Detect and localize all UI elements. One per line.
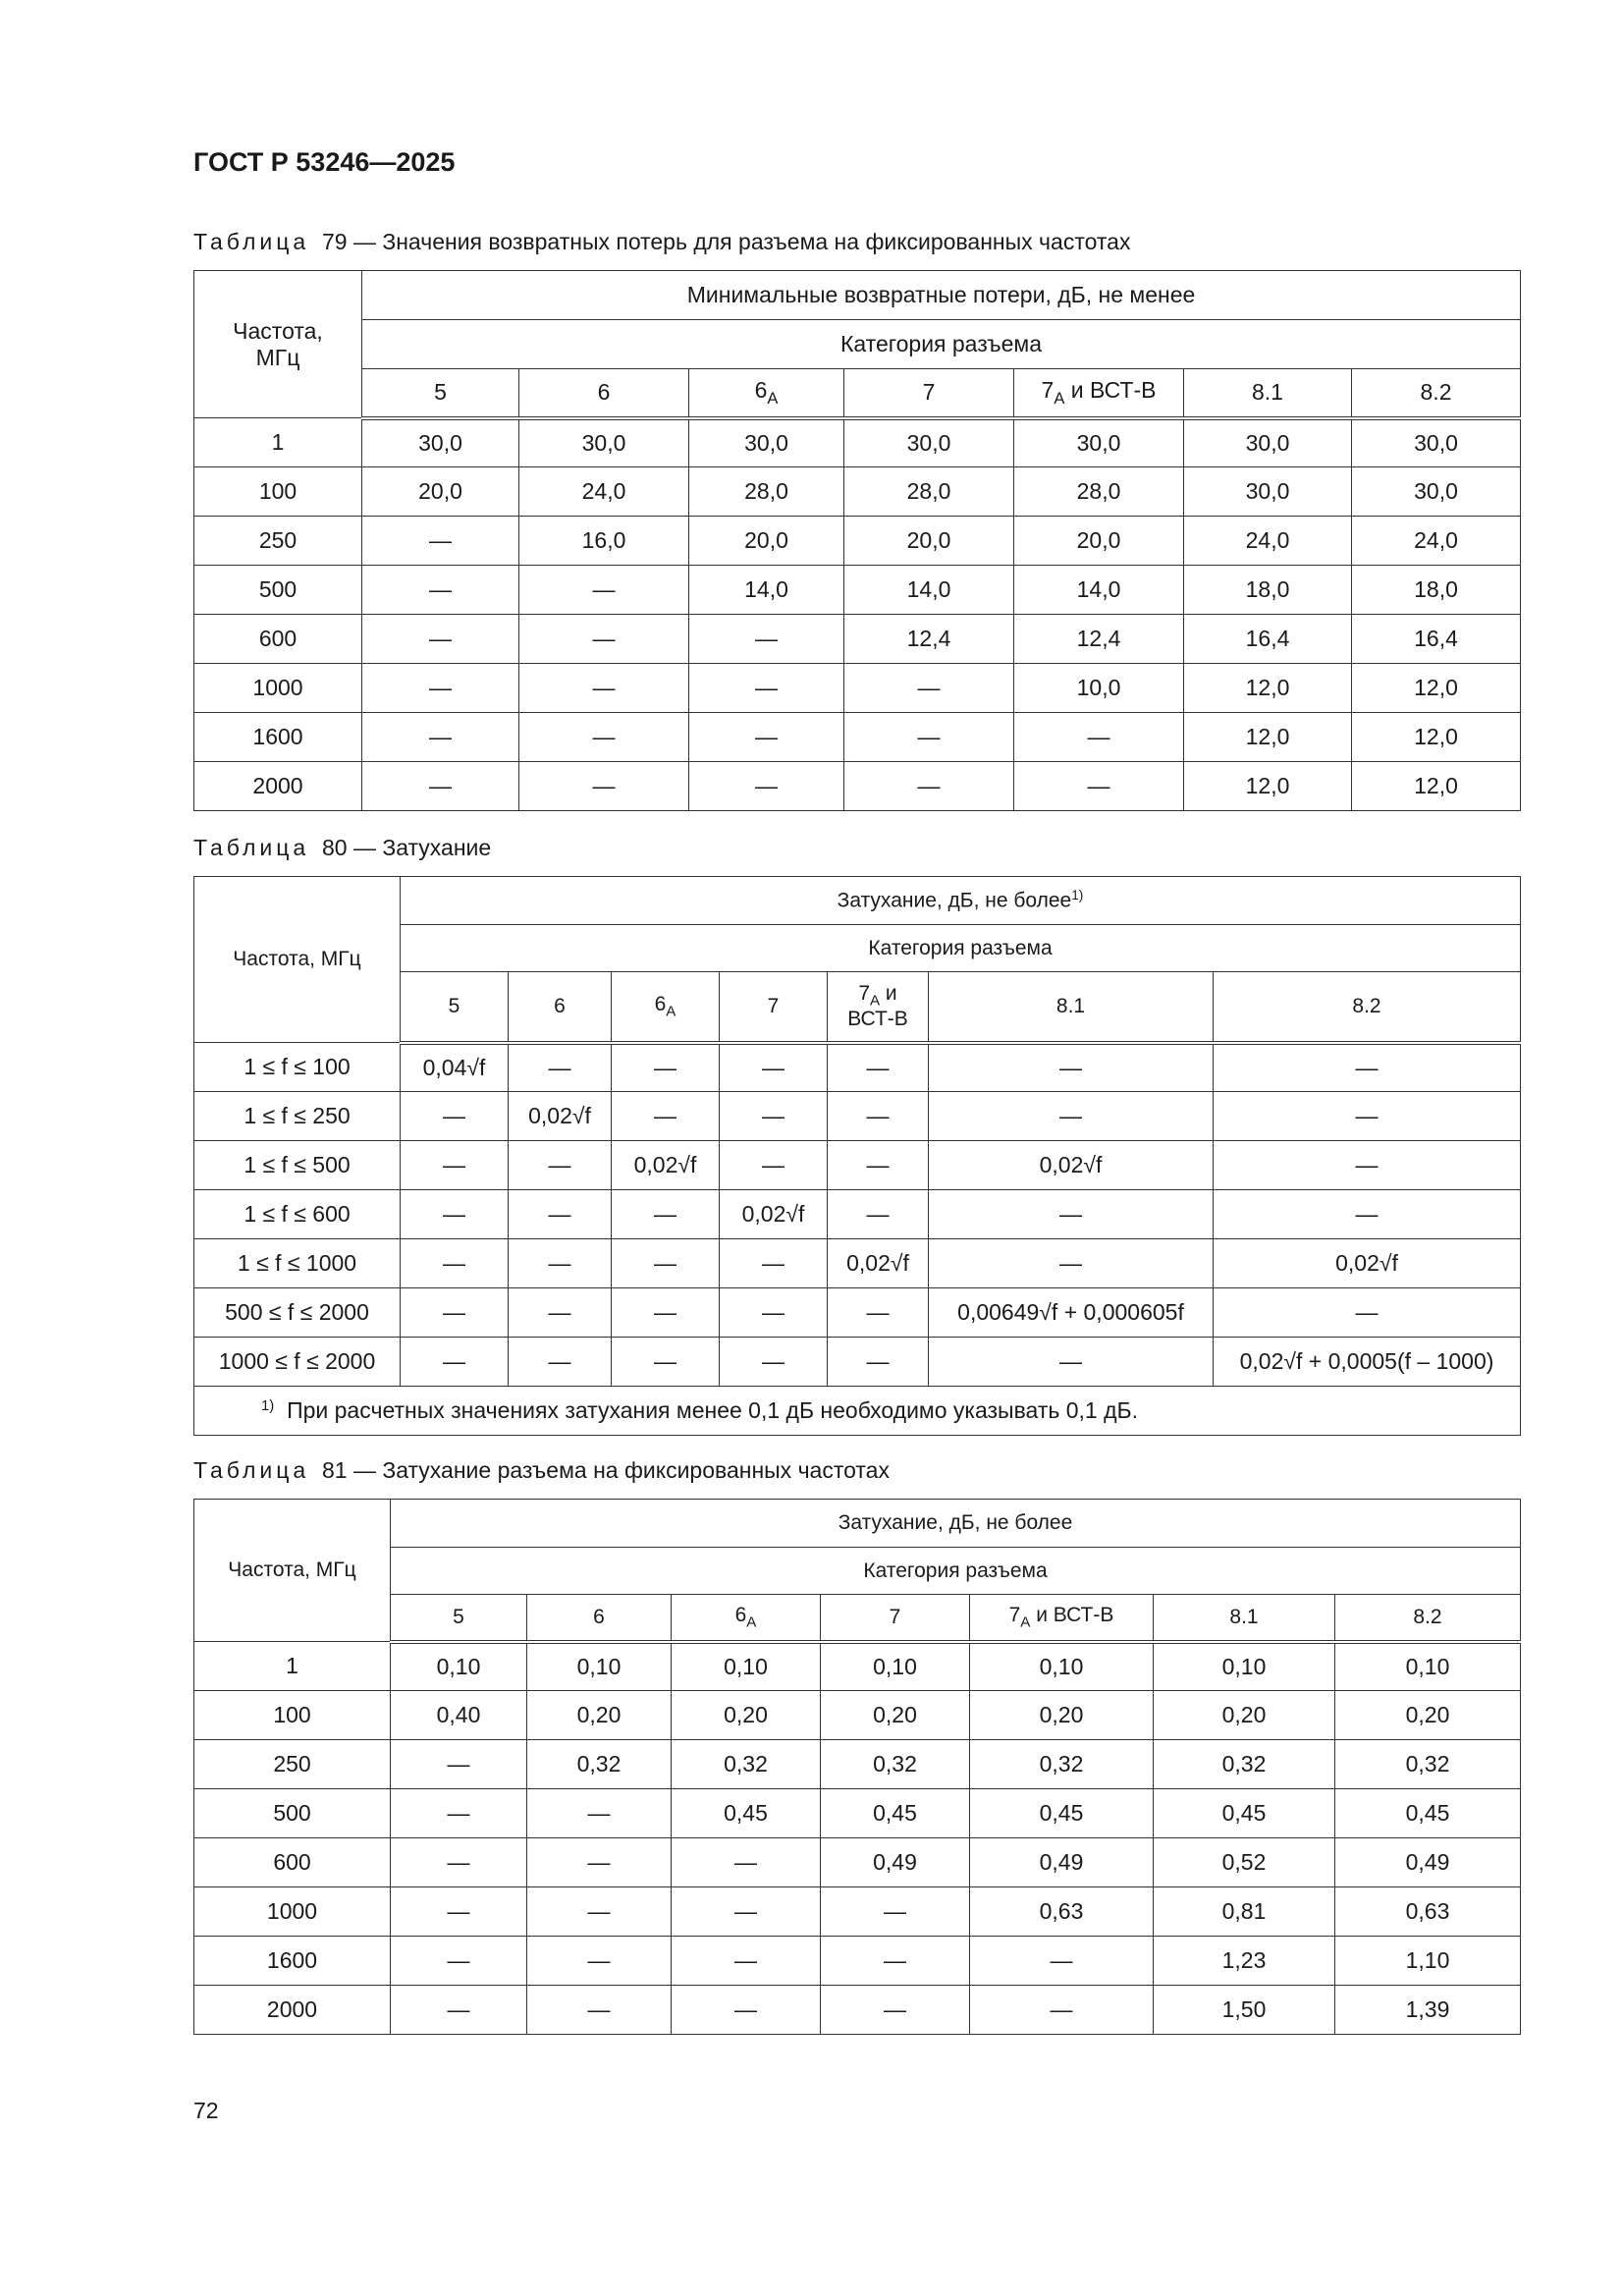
cell: 0,45 xyxy=(821,1789,970,1838)
caption-word: Таблица xyxy=(193,835,310,860)
cell: — xyxy=(401,1190,509,1239)
cell: 0,10 xyxy=(527,1642,672,1691)
cell: — xyxy=(612,1338,720,1387)
cell: — xyxy=(689,762,844,811)
cell: 2000 xyxy=(194,762,362,811)
cell: — xyxy=(509,1338,612,1387)
group-header: Затухание, дБ, не более$^{1)}$ xyxy=(401,877,1521,925)
table-row xyxy=(194,762,1521,811)
cell: 0,10 xyxy=(821,1642,970,1691)
category-8-2: 8.2 xyxy=(1352,369,1521,418)
caption-text: 79 — Значения возвратных потерь для разъема на фиксированных частотах xyxy=(321,229,1131,254)
table-row xyxy=(194,1141,1521,1190)
cell: — xyxy=(720,1141,828,1190)
cell: 0,02√f xyxy=(828,1239,929,1288)
cell: 0,20 xyxy=(1154,1691,1335,1740)
cell: — xyxy=(362,762,519,811)
cell: — xyxy=(672,1838,821,1887)
table-row xyxy=(194,1937,1521,1986)
cell: 12,0 xyxy=(1184,713,1352,762)
category-7: 7 xyxy=(821,1595,970,1642)
cell: — xyxy=(828,1043,929,1092)
cell: 600 xyxy=(194,615,362,664)
cell: — xyxy=(612,1092,720,1141)
cell: 600 xyxy=(194,1838,391,1887)
cell: 14,0 xyxy=(844,566,1014,615)
cell: 10,0 xyxy=(1014,664,1184,713)
cell: 1 ≤ f ≤ 250 xyxy=(194,1092,401,1141)
cell: — xyxy=(929,1092,1214,1141)
cell: 100 xyxy=(194,467,362,517)
cell: 0,20 xyxy=(821,1691,970,1740)
caption-text: 81 — Затухание разъема на фиксированных частотах xyxy=(321,1457,890,1483)
cell: — xyxy=(720,1338,828,1387)
cell: — xyxy=(362,517,519,566)
table-row xyxy=(194,713,1521,762)
table-row xyxy=(194,1887,1521,1937)
cell: — xyxy=(970,1986,1154,2035)
table-footnote-row xyxy=(194,1387,1521,1436)
table-row xyxy=(194,1789,1521,1838)
cell: — xyxy=(391,1838,527,1887)
table-row xyxy=(194,1338,1521,1387)
cell: 0,81 xyxy=(1154,1887,1335,1937)
cell: 0,45 xyxy=(970,1789,1154,1838)
cell: — xyxy=(401,1338,509,1387)
cell: 1000 xyxy=(194,664,362,713)
cell: 0,32 xyxy=(527,1740,672,1789)
cell: — xyxy=(509,1239,612,1288)
cell: 0,49 xyxy=(821,1838,970,1887)
cell: 20,0 xyxy=(844,517,1014,566)
cell: 100 xyxy=(194,1691,391,1740)
freq-header: Частота, МГц xyxy=(194,1500,391,1642)
cell: 0,10 xyxy=(970,1642,1154,1691)
cell: 16,0 xyxy=(519,517,689,566)
table-row xyxy=(194,1288,1521,1338)
category-7a: $7_А$ и ВСТ-В xyxy=(970,1595,1154,1642)
cell: 0,32 xyxy=(672,1740,821,1789)
cell: — xyxy=(509,1288,612,1338)
category-6: 6 xyxy=(519,369,689,418)
cell: 0,20 xyxy=(527,1691,672,1740)
cell: — xyxy=(612,1190,720,1239)
cell: — xyxy=(1214,1190,1521,1239)
cell: — xyxy=(828,1288,929,1338)
cell: — xyxy=(1014,762,1184,811)
cell: 14,0 xyxy=(689,566,844,615)
cell: 12,4 xyxy=(844,615,1014,664)
category-8-2: 8.2 xyxy=(1335,1595,1521,1642)
cell: 1,39 xyxy=(1335,1986,1521,2035)
cell: 0,10 xyxy=(1154,1642,1335,1691)
cell: 1000 ≤ f ≤ 2000 xyxy=(194,1338,401,1387)
table-row xyxy=(194,1986,1521,2035)
cell: — xyxy=(362,713,519,762)
cell: — xyxy=(612,1239,720,1288)
cell: 0,02√f xyxy=(720,1190,828,1239)
table-79 xyxy=(193,270,1521,811)
table-row xyxy=(194,1092,1521,1141)
cell: — xyxy=(391,1789,527,1838)
cell: — xyxy=(509,1190,612,1239)
cell: 1600 xyxy=(194,713,362,762)
category-7a: $7_А$ и ВСТ-В xyxy=(828,972,929,1043)
category-header: Категория разъема xyxy=(391,1548,1521,1595)
category-7a: $7_А$ и ВСТ-В xyxy=(1014,369,1184,418)
cell: 18,0 xyxy=(1352,566,1521,615)
footnote-mark: 1) xyxy=(261,1396,275,1414)
table-row xyxy=(194,1740,1521,1789)
category-6a: $6_А$ xyxy=(689,369,844,418)
cell: — xyxy=(821,1937,970,1986)
category-8-2: 8.2 xyxy=(1214,972,1521,1043)
cell: 0,04√f xyxy=(401,1043,509,1092)
category-5: 5 xyxy=(391,1595,527,1642)
cell: — xyxy=(821,1887,970,1937)
cell: 0,02√f xyxy=(612,1141,720,1190)
category-8-1: 8.1 xyxy=(1184,369,1352,418)
category-7: 7 xyxy=(720,972,828,1043)
table-row xyxy=(194,418,1521,467)
table-80 xyxy=(193,876,1521,1436)
cell: 0,52 xyxy=(1154,1838,1335,1887)
cell: 12,0 xyxy=(1184,762,1352,811)
cell: 0,32 xyxy=(1154,1740,1335,1789)
category-8-1: 8.1 xyxy=(929,972,1214,1043)
cell: 30,0 xyxy=(844,418,1014,467)
table-row xyxy=(194,1190,1521,1239)
cell: 30,0 xyxy=(519,418,689,467)
cell: — xyxy=(929,1239,1214,1288)
cell: 12,0 xyxy=(1352,713,1521,762)
cell: — xyxy=(821,1986,970,2035)
cell: 30,0 xyxy=(1352,418,1521,467)
cell: 12,4 xyxy=(1014,615,1184,664)
table-row xyxy=(194,467,1521,517)
table-81-caption xyxy=(193,1457,890,1484)
table-row xyxy=(194,615,1521,664)
cell: — xyxy=(1014,713,1184,762)
cell: 28,0 xyxy=(1014,467,1184,517)
cell: — xyxy=(527,1986,672,2035)
cell: — xyxy=(1214,1288,1521,1338)
cell: 1,50 xyxy=(1154,1986,1335,2035)
cell: 2000 xyxy=(194,1986,391,2035)
cell: — xyxy=(519,762,689,811)
footnote-text: При расчетных значениях затухания менее 0,1 дБ необходимо указывать 0,1 дБ. xyxy=(287,1397,1139,1424)
category-header: Категория разъема xyxy=(362,320,1521,369)
cell: 0,10 xyxy=(1335,1642,1521,1691)
cell: — xyxy=(689,664,844,713)
cell: 30,0 xyxy=(1184,467,1352,517)
cell: 1 ≤ f ≤ 100 xyxy=(194,1043,401,1092)
cell: 500 xyxy=(194,566,362,615)
cell: 24,0 xyxy=(1352,517,1521,566)
cell: 18,0 xyxy=(1184,566,1352,615)
cell: 0,63 xyxy=(970,1887,1154,1937)
cell: 0,10 xyxy=(672,1642,821,1691)
cell: — xyxy=(970,1937,1154,1986)
table-row xyxy=(194,1239,1521,1288)
cell: — xyxy=(828,1141,929,1190)
cell: 0,32 xyxy=(1335,1740,1521,1789)
cell: — xyxy=(527,1789,672,1838)
cell: 1000 xyxy=(194,1887,391,1937)
cell: — xyxy=(401,1092,509,1141)
freq-header: Частота, МГц xyxy=(194,271,362,418)
cell: 0,49 xyxy=(1335,1838,1521,1887)
cell: — xyxy=(612,1043,720,1092)
cell: 12,0 xyxy=(1352,762,1521,811)
category-7: 7 xyxy=(844,369,1014,418)
cell: — xyxy=(844,713,1014,762)
cell: 0,45 xyxy=(1154,1789,1335,1838)
cell: 24,0 xyxy=(519,467,689,517)
cell: 1 ≤ f ≤ 500 xyxy=(194,1141,401,1190)
cell: — xyxy=(672,1887,821,1937)
cell: 28,0 xyxy=(689,467,844,517)
cell: — xyxy=(362,566,519,615)
cell: 0,63 xyxy=(1335,1887,1521,1937)
cell: — xyxy=(362,615,519,664)
category-6a: $6_А$ xyxy=(612,972,720,1043)
cell: 12,0 xyxy=(1184,664,1352,713)
category-6: 6 xyxy=(527,1595,672,1642)
caption-word: Таблица xyxy=(193,229,310,254)
cell: 0,02√f xyxy=(509,1092,612,1141)
cell: — xyxy=(1214,1141,1521,1190)
cell: 0,32 xyxy=(970,1740,1154,1789)
cell: 0,20 xyxy=(672,1691,821,1740)
cell: — xyxy=(401,1141,509,1190)
cell: 30,0 xyxy=(1184,418,1352,467)
cell: 1,10 xyxy=(1335,1937,1521,1986)
page-number: 72 xyxy=(193,2098,219,2123)
cell: 0,02√f xyxy=(929,1141,1214,1190)
cell: — xyxy=(672,1986,821,2035)
group-header: Затухание, дБ, не более xyxy=(391,1500,1521,1548)
cell: 20,0 xyxy=(362,467,519,517)
cell: 1,23 xyxy=(1154,1937,1335,1986)
cell: — xyxy=(689,615,844,664)
cell: — xyxy=(828,1190,929,1239)
footnote-mark: 1) xyxy=(1071,888,1084,903)
table-row xyxy=(194,1838,1521,1887)
cell: — xyxy=(720,1239,828,1288)
cell: 1 xyxy=(194,1642,391,1691)
cell: 1 ≤ f ≤ 1000 xyxy=(194,1239,401,1288)
cell: — xyxy=(720,1288,828,1338)
cell: 14,0 xyxy=(1014,566,1184,615)
cell: 0,45 xyxy=(672,1789,821,1838)
cell: — xyxy=(844,762,1014,811)
cell: — xyxy=(401,1239,509,1288)
category-8-1: 8.1 xyxy=(1154,1595,1335,1642)
cell: — xyxy=(929,1338,1214,1387)
table-row xyxy=(194,1642,1521,1691)
cell: — xyxy=(612,1288,720,1338)
table-row xyxy=(194,664,1521,713)
cell: 20,0 xyxy=(1014,517,1184,566)
cell: 250 xyxy=(194,517,362,566)
cell: 30,0 xyxy=(362,418,519,467)
cell: 250 xyxy=(194,1740,391,1789)
category-6: 6 xyxy=(509,972,612,1043)
cell: — xyxy=(509,1043,612,1092)
category-header: Категория разъема xyxy=(401,925,1521,972)
cell: 12,0 xyxy=(1352,664,1521,713)
cell: 28,0 xyxy=(844,467,1014,517)
cell: — xyxy=(362,664,519,713)
cell: — xyxy=(519,713,689,762)
cell: 0,32 xyxy=(821,1740,970,1789)
cell: — xyxy=(689,713,844,762)
cell: — xyxy=(828,1092,929,1141)
cell: 1600 xyxy=(194,1937,391,1986)
cell: 24,0 xyxy=(1184,517,1352,566)
table-80-caption xyxy=(193,835,491,861)
cell: — xyxy=(391,1740,527,1789)
cell: 0,02√f + 0,0005(f – 1000) xyxy=(1214,1338,1521,1387)
cell: — xyxy=(519,615,689,664)
cell: 0,02√f xyxy=(1214,1239,1521,1288)
cell: — xyxy=(1214,1043,1521,1092)
cell: — xyxy=(720,1092,828,1141)
cell: 0,20 xyxy=(970,1691,1154,1740)
cell: 0,00649√f + 0,000605f xyxy=(929,1288,1214,1338)
category-5: 5 xyxy=(362,369,519,418)
table-row xyxy=(194,1043,1521,1092)
cell: — xyxy=(519,664,689,713)
cell: — xyxy=(929,1190,1214,1239)
cell: — xyxy=(527,1838,672,1887)
cell: — xyxy=(391,1986,527,2035)
cell: — xyxy=(929,1043,1214,1092)
cell: 0,40 xyxy=(391,1691,527,1740)
table-81 xyxy=(193,1499,1521,2035)
cell: 20,0 xyxy=(689,517,844,566)
cell: — xyxy=(391,1937,527,1986)
cell: — xyxy=(720,1043,828,1092)
cell: 0,20 xyxy=(1335,1691,1521,1740)
cell: 16,4 xyxy=(1184,615,1352,664)
caption-word: Таблица xyxy=(193,1457,310,1483)
category-5: 5 xyxy=(401,972,509,1043)
cell: 16,4 xyxy=(1352,615,1521,664)
cell: — xyxy=(844,664,1014,713)
group-header: Минимальные возвратные потери, дБ, не менее xyxy=(362,271,1521,320)
caption-text: 80 — Затухание xyxy=(321,835,492,860)
cell: — xyxy=(828,1338,929,1387)
table-row xyxy=(194,1691,1521,1740)
table-row xyxy=(194,517,1521,566)
cell: — xyxy=(391,1887,527,1937)
table-footnote xyxy=(194,1387,1521,1436)
table-79-caption xyxy=(193,229,1130,255)
cell: — xyxy=(401,1288,509,1338)
cell: 0,49 xyxy=(970,1838,1154,1887)
cell: 0,45 xyxy=(1335,1789,1521,1838)
cell: 30,0 xyxy=(1014,418,1184,467)
document-title: ГОСТ Р 53246—2025 xyxy=(193,147,456,177)
cell: 1 ≤ f ≤ 600 xyxy=(194,1190,401,1239)
cell: 500 xyxy=(194,1789,391,1838)
cell: — xyxy=(527,1937,672,1986)
cell: 1 xyxy=(194,418,362,467)
cell: 500 ≤ f ≤ 2000 xyxy=(194,1288,401,1338)
cell: 0,10 xyxy=(391,1642,527,1691)
cell: — xyxy=(519,566,689,615)
cell: — xyxy=(1214,1092,1521,1141)
cell: — xyxy=(672,1937,821,1986)
category-6a: $6_А$ xyxy=(672,1595,821,1642)
cell: 30,0 xyxy=(689,418,844,467)
cell: 30,0 xyxy=(1352,467,1521,517)
table-row xyxy=(194,566,1521,615)
freq-header: Частота, МГц xyxy=(194,877,401,1043)
cell: — xyxy=(527,1887,672,1937)
cell: — xyxy=(509,1141,612,1190)
